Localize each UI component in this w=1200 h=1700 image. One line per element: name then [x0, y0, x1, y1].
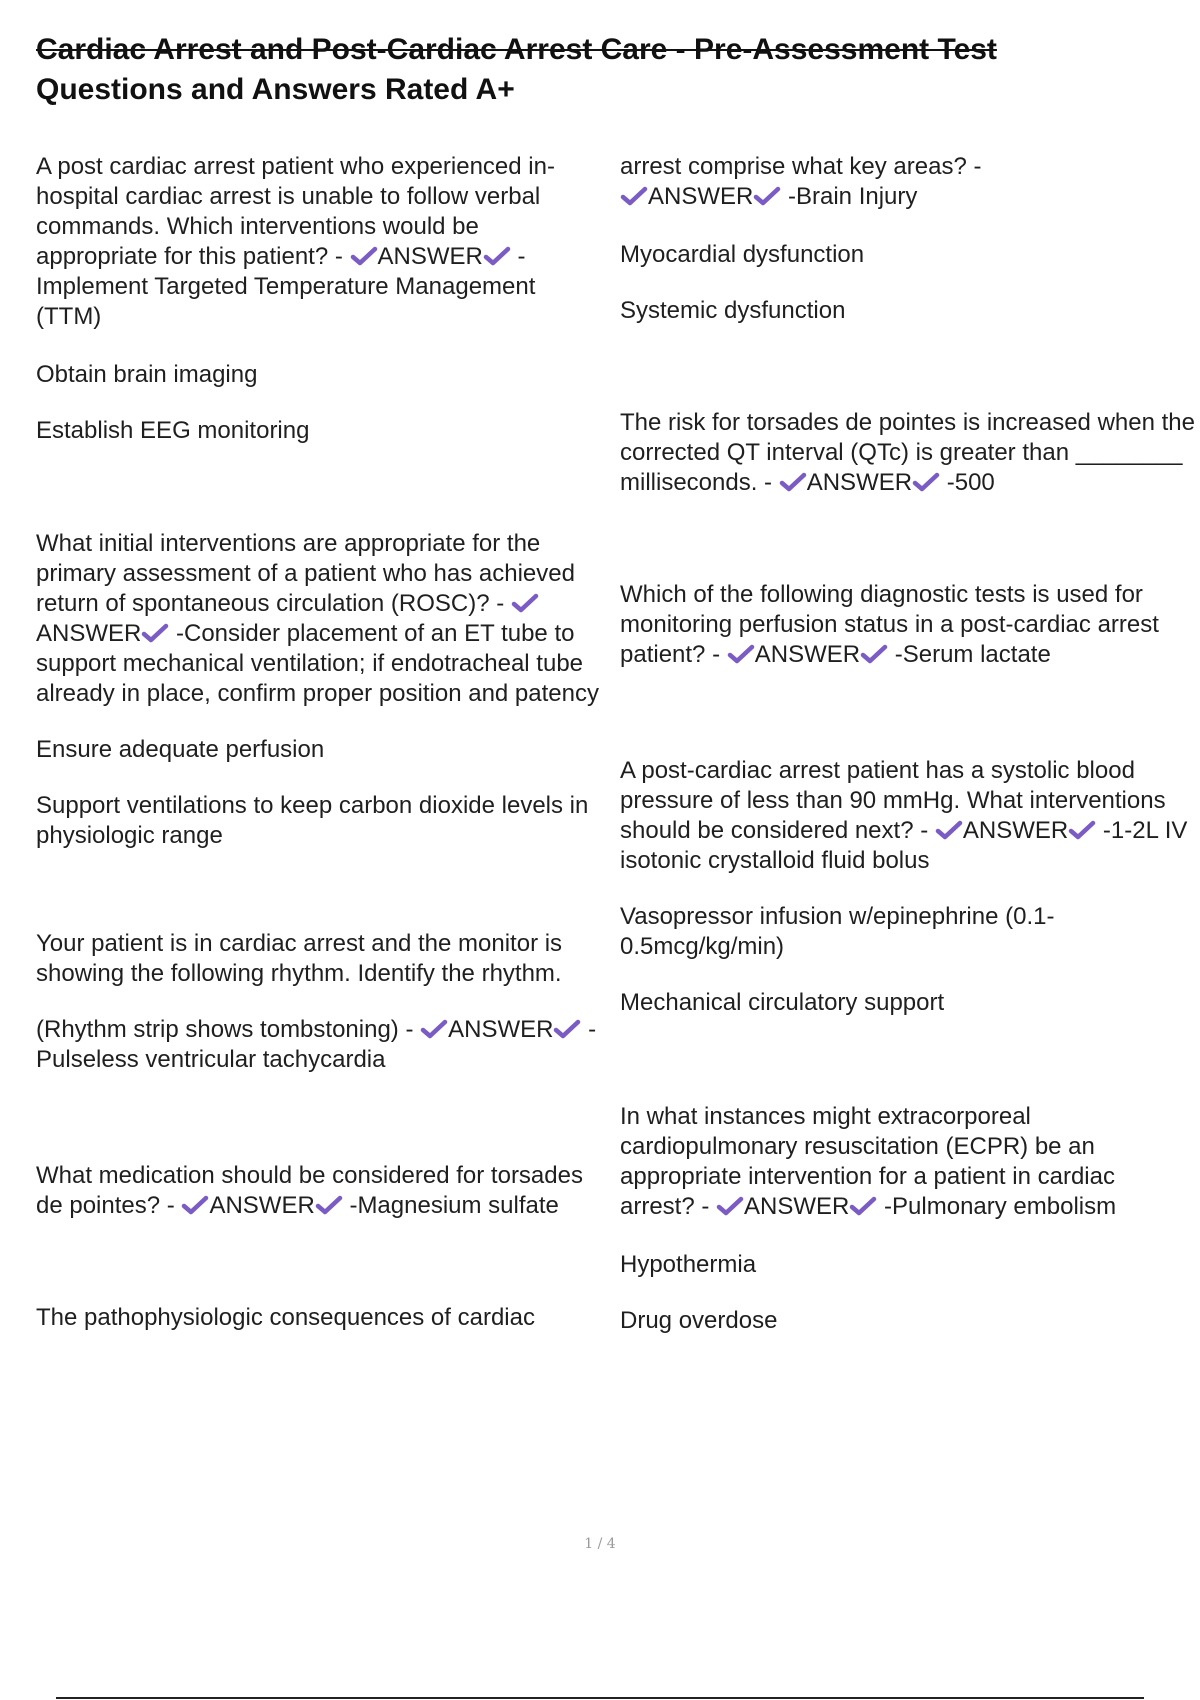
qa-item-6 — [620, 408, 1195, 498]
qa-item-1 — [36, 152, 600, 332]
footer-divider — [56, 1697, 1144, 1699]
check-icon — [350, 245, 378, 267]
check-icon — [779, 471, 807, 493]
answer-line: Establish EEG monitoring — [36, 417, 310, 444]
check-icon — [849, 1195, 877, 1217]
qa-item-4 — [36, 1161, 600, 1221]
answer-label: ANSWER — [648, 183, 754, 210]
answer-text: -Brain Injury — [781, 183, 918, 210]
answer-label: ANSWER — [754, 641, 861, 668]
question-text: Which of the following diagnostic tests is used for monitoring perfusion status in a post-cardiac arrest patient? - — [620, 581, 1159, 668]
answer-label: ANSWER — [377, 243, 483, 270]
answer-line: Support ventilations to keep carbon dioxide levels in physiologic range — [36, 792, 589, 849]
answer-text: -Magnesium sulfate — [342, 1192, 559, 1219]
check-icon — [141, 622, 169, 644]
qa-item-7 — [620, 580, 1195, 670]
question-text: What medication should be considered for torsades de pointes? - — [36, 1162, 583, 1219]
check-icon — [553, 1018, 581, 1040]
answer-line: Systemic dysfunction — [620, 297, 846, 324]
question-text: What initial interventions are appropriate for the primary assessment of a patient who has achieved return of spontaneous circulation (ROSC)? - — [36, 530, 575, 617]
qa-item-5-start: The pathophysiologic consequences of cardiac — [36, 1304, 535, 1331]
qa-item-2 — [36, 529, 600, 709]
answer-line: Drug overdose — [620, 1307, 778, 1334]
answer-label: ANSWER — [36, 620, 142, 647]
document-title — [36, 30, 1166, 110]
check-icon — [753, 185, 781, 207]
left-column — [36, 152, 600, 1333]
qa-item-3-continued — [36, 1015, 600, 1075]
check-icon — [935, 819, 963, 841]
answer-text: -1-2L IV isotonic crystalloid fluid bolus — [620, 817, 1188, 874]
answer-label: ANSWER — [209, 1192, 315, 1219]
answer-text: -Consider placement of an ET tube to support mechanical ventilation; if endotracheal tube already in place, confirm proper position and patency — [36, 620, 599, 707]
right-column — [620, 152, 1195, 1336]
check-icon — [716, 1195, 744, 1217]
answer-text: -500 — [940, 469, 995, 496]
check-icon — [511, 592, 539, 614]
answer-text: -Serum lactate — [888, 641, 1051, 668]
answer-line: Hypothermia — [620, 1251, 757, 1278]
check-icon — [181, 1194, 209, 1216]
answer-text: -Implement Targeted Temperature Management (TTM) — [36, 243, 536, 330]
answer-text: -Pulseless ventricular tachycardia — [36, 1016, 597, 1073]
answer-text: -Pulmonary embolism — [877, 1193, 1117, 1220]
answer-label: ANSWER — [962, 817, 1069, 844]
question-text: A post cardiac arrest patient who experienced in-hospital cardiac arrest is unable to follow verbal commands. Which interventions would be appropriate for this patient? - — [36, 153, 555, 270]
check-icon — [1068, 819, 1096, 841]
qa-item-8 — [620, 756, 1195, 876]
check-icon — [912, 471, 940, 493]
check-icon — [420, 1018, 448, 1040]
question-text: In what instances might extracorporeal cardiopulmonary resuscitation (ECPR) be an appropriate intervention for a patient in cardiac arrest? - — [620, 1103, 1115, 1220]
question-text: arrest comprise what key areas? - — [620, 153, 982, 180]
answer-line: Myocardial dysfunction — [620, 241, 865, 268]
title-line-1: Cardiac Arrest and Post-Cardiac Arrest Care - Pre-Assessment Test — [36, 33, 997, 66]
answer-label: ANSWER — [806, 469, 913, 496]
answer-line: Vasopressor infusion w/epinephrine (0.1-0.5mcg/kg/min) — [620, 903, 1055, 960]
question-text: The risk for torsades de pointes is increased when the corrected QT interval (QTc) is greater than ________ milliseconds. - — [620, 409, 1195, 496]
qa-item-5-end — [620, 152, 1195, 212]
question-text: (Rhythm strip shows tombstoning) - — [36, 1016, 421, 1043]
question-text: A post-cardiac arrest patient has a systolic blood pressure of less than 90 mmHg. What interventions should be considered next? - — [620, 757, 1166, 844]
answer-line: Mechanical circulatory support — [620, 989, 945, 1016]
answer-line: Obtain brain imaging — [36, 361, 258, 388]
qa-item-3 — [36, 929, 600, 989]
check-icon — [315, 1194, 343, 1216]
title-line-2: Questions and Answers Rated A+ — [36, 73, 515, 106]
qa-item-9 — [620, 1102, 1195, 1222]
question-text: Your patient is in cardiac arrest and the monitor is showing the following rhythm. Identify the rhythm. — [36, 930, 563, 987]
check-icon — [483, 245, 511, 267]
answer-label: ANSWER — [744, 1193, 850, 1220]
answer-line: Ensure adequate perfusion — [36, 736, 325, 763]
answer-label: ANSWER — [448, 1016, 554, 1043]
check-icon — [620, 185, 648, 207]
page-indicator: 1 / 4 — [584, 1536, 616, 1552]
check-icon — [727, 643, 755, 665]
check-icon — [860, 643, 888, 665]
